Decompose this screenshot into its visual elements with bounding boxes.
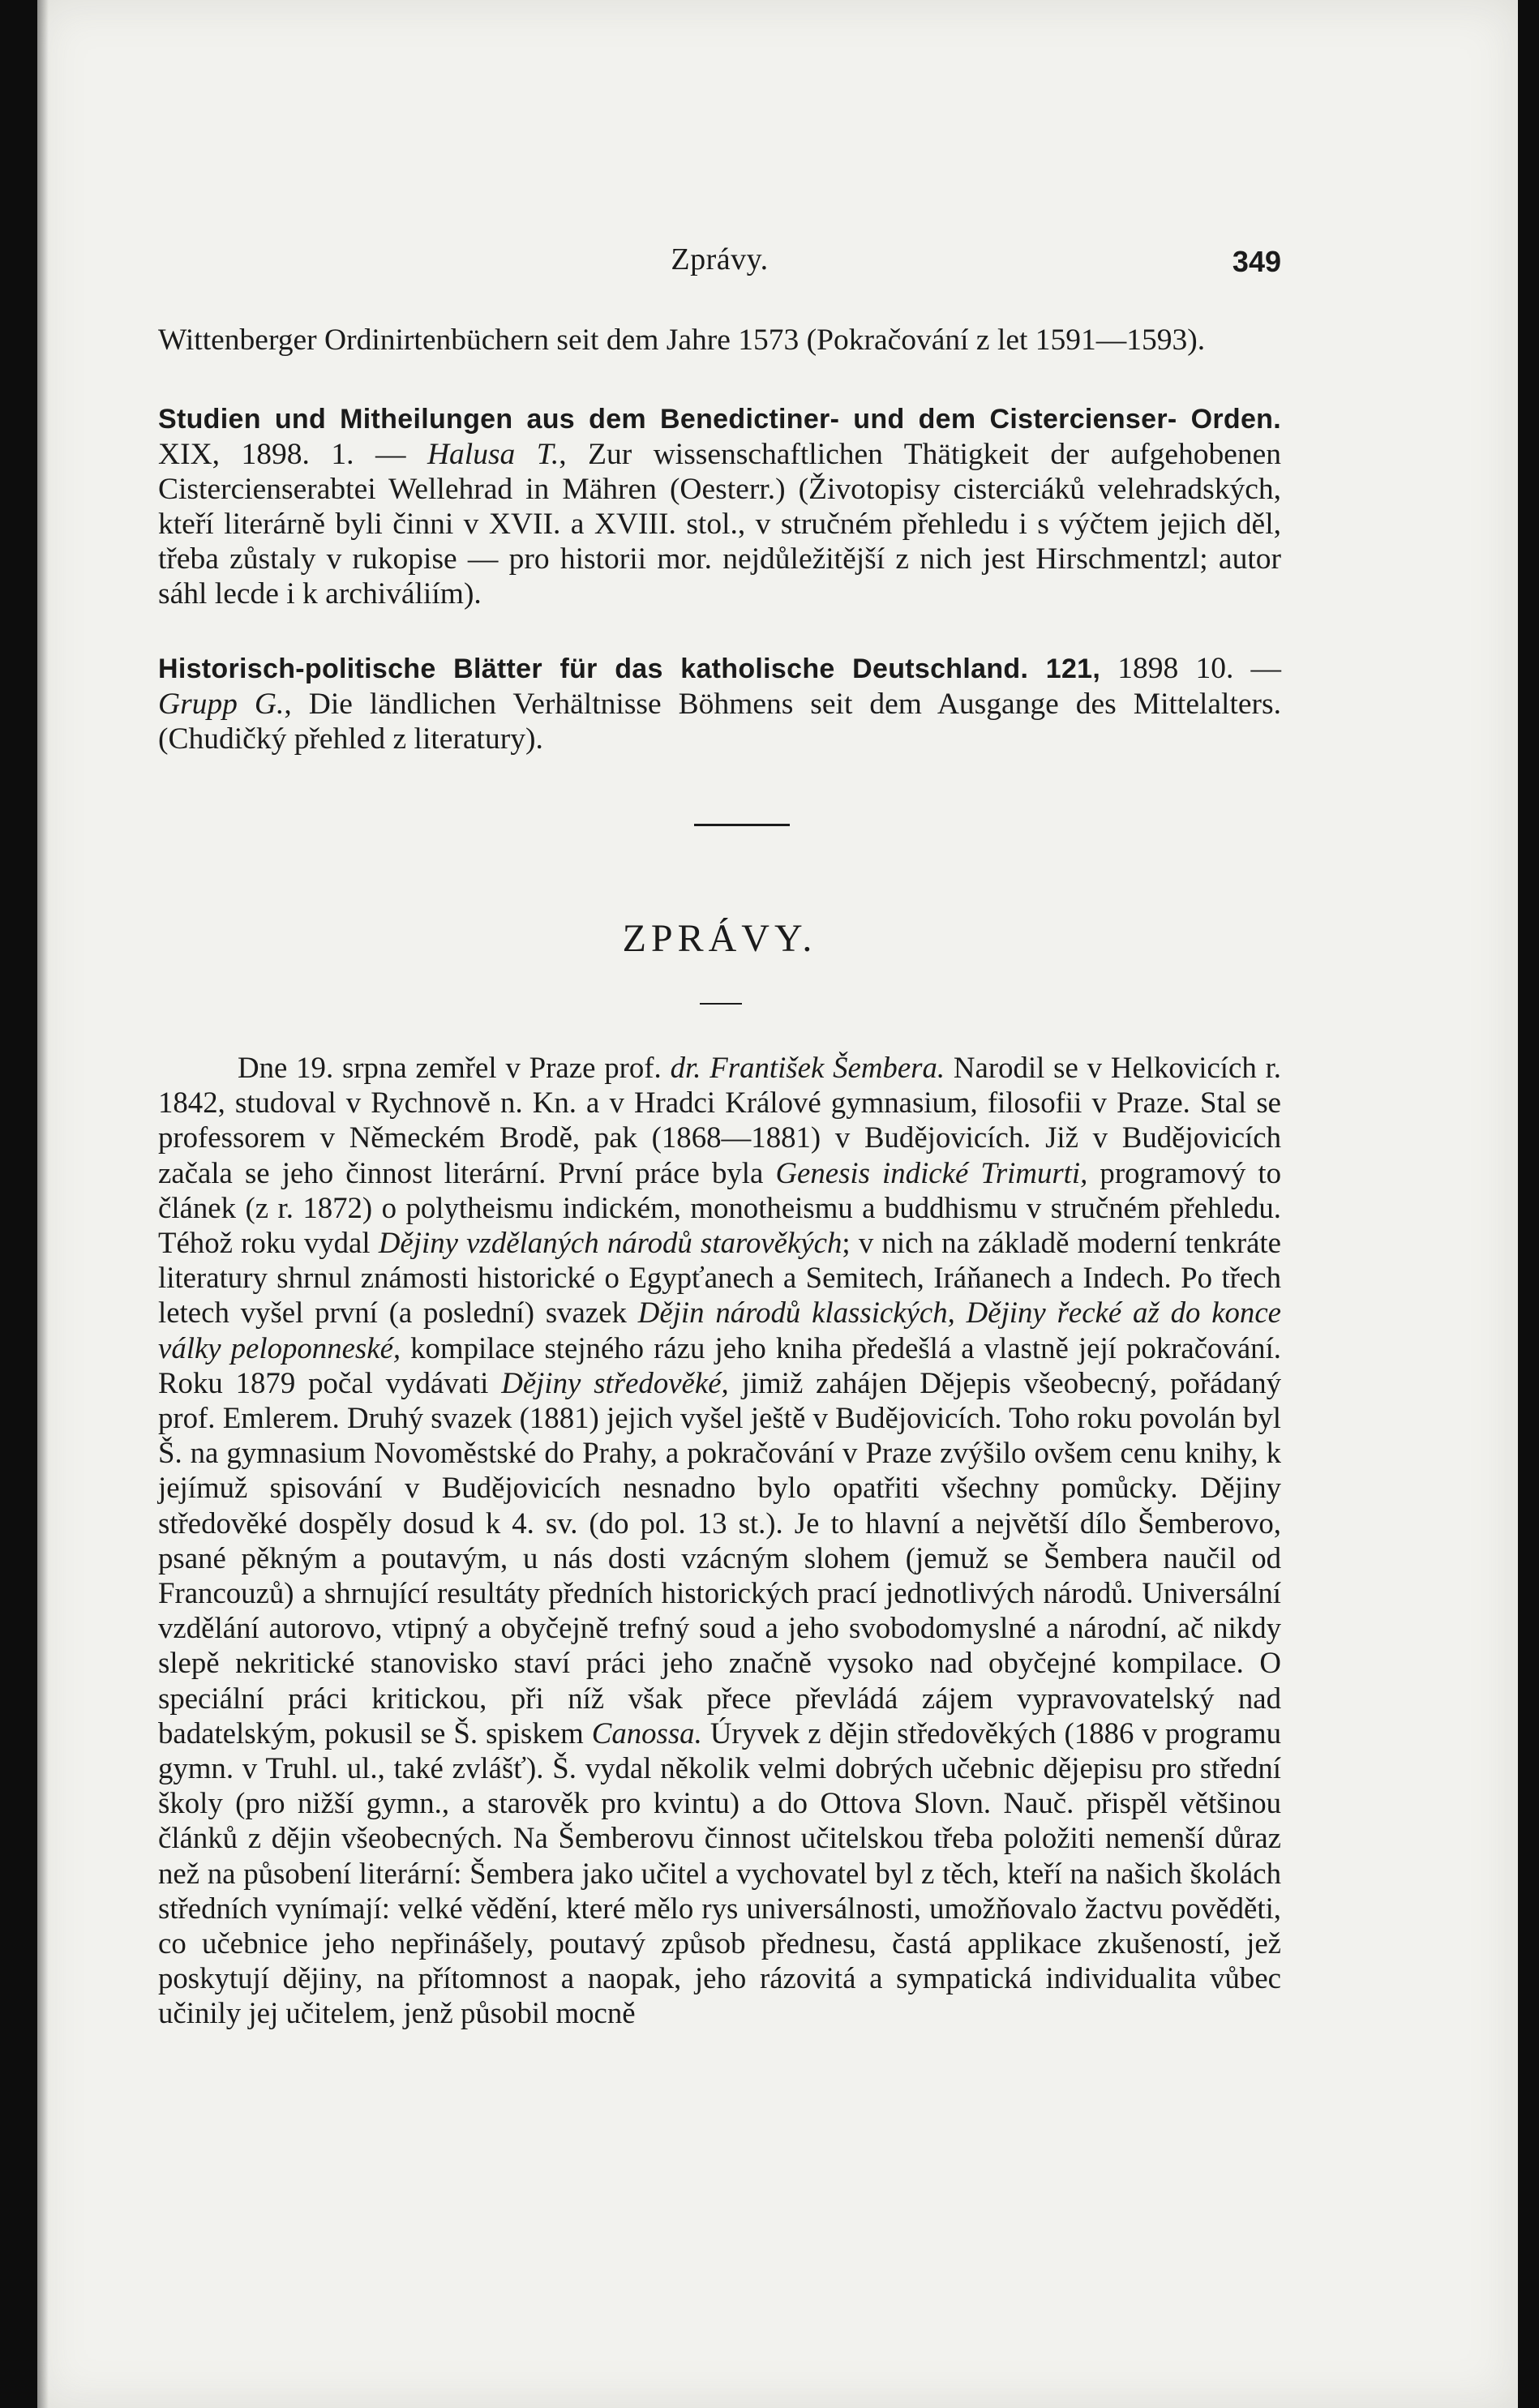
bibliography-entry-2 — [158, 401, 1281, 611]
obituary-paragraph — [158, 1050, 1281, 2031]
body-work-dejiny-stredoveke: Dějiny středověké, — [501, 1365, 729, 1399]
header-title: Zprávy. — [671, 242, 769, 276]
entry-1-text: Wittenberger Ordinirtenbüchern seit dem Jahre 1573 (Pokračování z let 1591—1593). — [158, 323, 1206, 357]
body-work-dejiny-klassickych: Dějin národů klassických, Dějiny řecké až do konce války peloponneské, — [158, 1296, 1281, 1365]
entry-2-journal: Studien und Mitheilungen aus dem Benedictiner- und dem Cistercienser- Orden. — [158, 404, 1281, 435]
body-text-2: Narodil se v Helkovicích r. 1842, studoval v Rychnově n. Kn. a v Hradci Králové gymnasium, filosofii v Praze. Stal se professorem v Německém Brodě, pak (1868—1881) v Budějovicích. Již v Budějovicích začala se jeho činnost literární. První práce byla — [158, 1051, 1281, 1189]
section-title: ZPRÁVY. — [622, 917, 817, 960]
body-text-3: programový to článek (z r. 1872) o polytheismu indickém, monotheismu a buddhismu v stručném přehledu. Téhož roku vydal — [158, 1155, 1281, 1260]
entry-3-issue: 1898 10. — — [1100, 652, 1281, 685]
entry-3-paragraph — [158, 651, 1281, 756]
entry-2-rest: , Zur wissenschaftlichen Thätigkeit der aufgehobenen Cistercienserabtei Wellehrad in Mähren (Oesterr.) (Životopisy cisterciáků velehradských, kteří literárně byli činni v XVII. a XVIII. stol., v stručném přehledu i s výčtem jejich děl, třeba zůstaly v rukopise — pro historii mor. nejdůležitější z nich jest Hirschmentzl; autor sáhl lecde i k archiváliím). — [158, 438, 1282, 611]
page-number: 349 — [1232, 245, 1281, 278]
entry-2-paragraph — [158, 401, 1281, 611]
body-work-genesis: Genesis indické Trimurti, — [775, 1155, 1088, 1189]
entry-3-rest: , Die ländlichen Verhältnisse Böhmens seit dem Ausgange des Mittelalters. (Chudičký přehled z literatury). — [158, 688, 1281, 756]
body-text-1: Dne 19. srpna zemřel v Praze prof. — [238, 1051, 671, 1084]
body-text-7: Úryvek z dějin středověkých (1886 v programu gymn. v Truhl. ul., také zvlášť). Š. vydal několik velmi dobrých učebnic dějepisu pro střední školy (pro nižší gymn., a starověk pro kvintu) a do Ottova Slovn. Nauč. přispěl většinou článků z dějin všeobecných. Na Šemberovu činnost učitelskou třeba položiti nemenší důraz než na působení literární: Šembera jako učitel a vychovatel byl z těch, kteří na našich školách středních vynímají: velké vědění, které mělo rys universálnosti, umožňovalo žactvu pověděti, co učebnice jeho nepřinášely, poutavý způsob přednesu, častá applikace zkušeností, jež poskytují dějiny, na přítomnost a naopak, jeho rázovitá a sympatická individualita vůbec učinily jej učitelem, jenž působil mocně — [158, 1716, 1281, 2030]
body-work-canossa: Canossa. — [591, 1716, 702, 1750]
entry-2-issue: XIX, 1898. 1. — — [158, 438, 427, 471]
bibliography-entry-3 — [158, 651, 1281, 756]
entry-3-journal: Historisch-politische Blätter für das katholische Deutschland. 121, — [158, 653, 1101, 684]
bibliography-entry-1 — [158, 323, 1281, 358]
body-text-4: ; v nich na základě moderní tenkráte literatury shrnul známosti historické o Egypťanech a Semitech, Iráňanech a Indech. Po třech letech vyšel první (a poslední) svazek — [158, 1226, 1281, 1330]
entry-2-author: Halusa T. — [427, 438, 559, 471]
body-work-dejiny-starovekych: Dějiny vzdělaných národů starověkých — [378, 1226, 842, 1260]
page-edge-shadow — [37, 0, 49, 2408]
body-text-5: kompilace stejného rázu jeho kniha předešlá a vlastně její pokračování. Roku 1879 počal vydávati — [158, 1330, 1282, 1399]
body-text-6: jimiž zahájen Dějepis všeobecný, pořádaný prof. Emlerem. Druhý svazek (1881) jejich vyšel ještě v Budějovicích. Toho roku povolán byl Š. na gymnasium Novoměstské do Prahy, a pokračování v Praze zvýšilo ovšem cenu knihy, k jejímuž spisování v Budějovicích nesnadno bylo opatřiti všechny pomůcky. Dějiny středověké dospěly dosud k 4. sv. (do pol. 13 st.). Je to hlavní a největší dílo Šemberovo, psané pěkným a poutavým, u nás dosti vzácným slohem (jemuž se Šembera naučil od Francouzů) a shrnující resultáty předních historických prací jednotlivých národů. Universální vzdělání autorovo, vtipný a obyčejně trefný soud a jeho svobodomyslné a národní, ač nikdy slepě nekritické stanovisko staví práci jeho značně vysoko nad obyčejné kompilace. O speciální práci kritickou, při níž však přece převládá zájem vypravovatelský nad badatelským, pokusil se Š. spiskem — [158, 1365, 1281, 1750]
running-header — [158, 242, 1281, 284]
body-name: dr. František Šembera. — [670, 1051, 945, 1084]
entry-3-author: Grupp G. — [158, 688, 285, 721]
section-divider — [694, 824, 790, 826]
title-underline — [700, 1003, 742, 1005]
